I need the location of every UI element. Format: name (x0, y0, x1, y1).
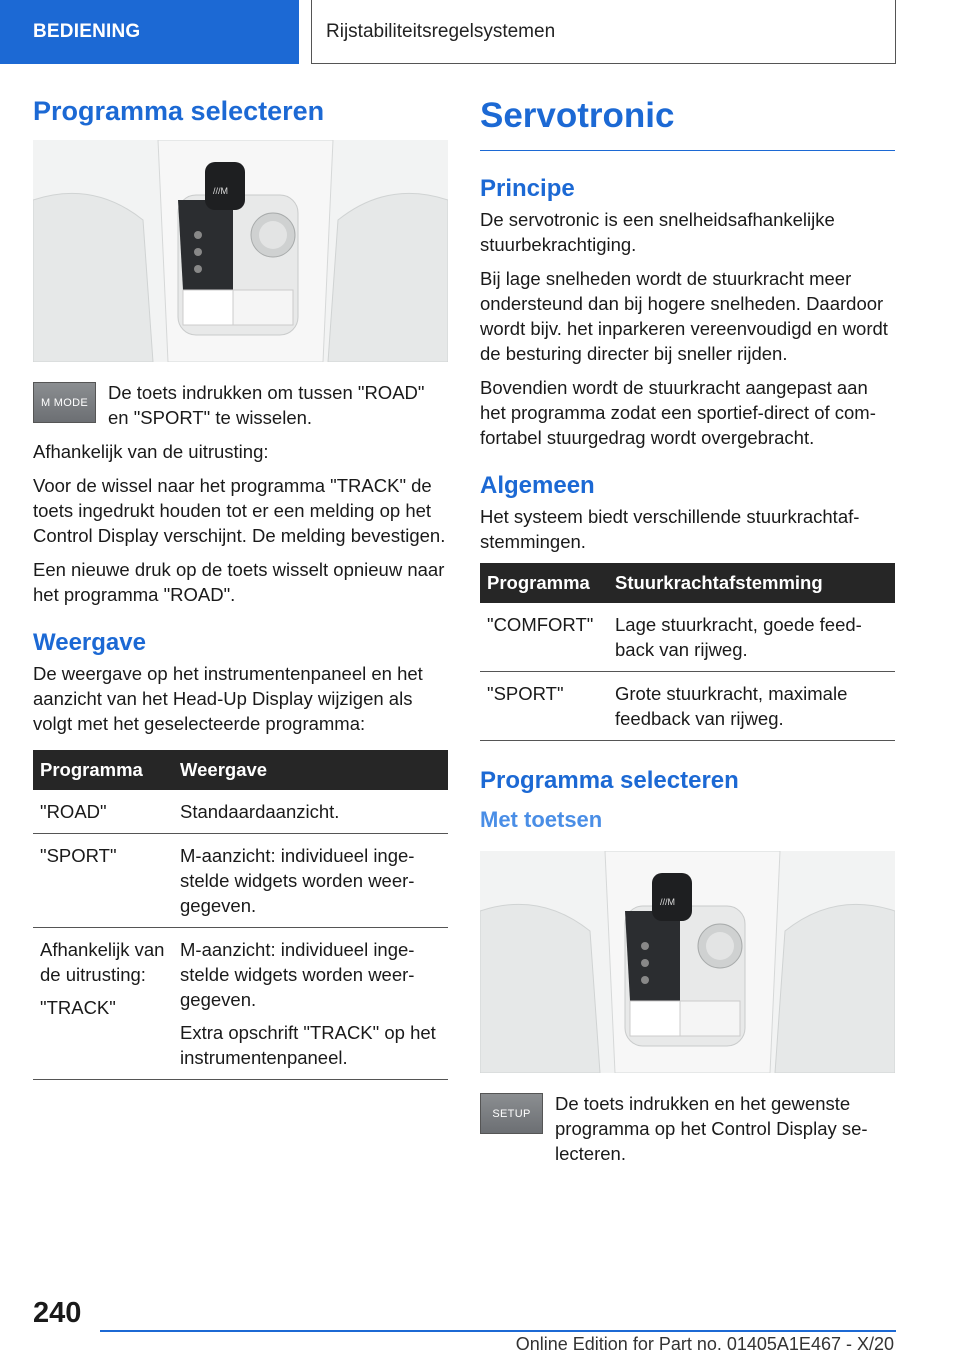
page-number: 240 (33, 1297, 82, 1329)
table-cell: "COMFORT" (480, 603, 608, 672)
section-heading: Programma selecteren (33, 96, 325, 126)
toetsen-heading: Met toetsen (480, 807, 603, 832)
right-column (480, 96, 895, 1175)
steering-table (480, 563, 895, 741)
weergave-text: De weergave op het instrumentenpaneel en het aanzicht van het Head-Up Display wijzigen als volgt met het geselecteerde programma: (33, 663, 423, 734)
left-column (33, 96, 448, 1080)
table-row (33, 928, 448, 1080)
select-heading: Programma selecteren (480, 767, 739, 794)
edition-text: Online Edition for Part no. 01405A1E467 - X/20 (515, 1334, 894, 1354)
mode-button-description: De toets indrukken om tussen "ROAD" en "SPORT" te wisselen. (108, 382, 425, 428)
console-image (480, 851, 895, 1073)
table-cell: "ROAD" (33, 790, 173, 834)
svg-text:///M: ///M (660, 897, 675, 907)
weergave-table (33, 750, 448, 1080)
console-illustration (33, 140, 448, 362)
table-cell: "SPORT" (480, 672, 608, 741)
weergave-heading: Weergave (33, 629, 146, 656)
footer-divider (100, 1330, 896, 1332)
paragraph: Bovendien wordt de stuurkracht aangepast aan het programma zodat een sportief-direct of comfortabel stuurgedrag wordt overgebracht. (480, 377, 876, 448)
paragraph: De servotronic is een snelheidsafhankelijke stuurbekrachtiging. (480, 209, 835, 255)
algemeen-heading: Algemeen (480, 472, 595, 499)
table-row (33, 834, 448, 928)
section-tab: BEDIENING (0, 0, 299, 64)
paragraph: Bij lage snelheden wordt de stuurkracht meer ondersteund dan bij hogere snelheden. Daardoor wordt bijv. het inparkeren vereenvoudigd en wordt de besturing directer bij sneller rijden. (480, 268, 888, 364)
svg-text:///M: ///M (213, 186, 228, 196)
console-illustration (480, 851, 895, 1073)
principe-heading: Principe (480, 175, 575, 202)
paragraph: Een nieuwe druk op de toets wisselt opnieuw naar het programma "ROAD". (33, 559, 445, 605)
table-cell: M-aanzicht: individueel ingestelde widgets worden weergegeven. (173, 834, 448, 928)
table-header: Stuurkrachtafstemming (608, 563, 895, 603)
paragraph: Voor de wissel naar het programma "TRACK" de toets ingedrukt houden tot er een melding op het Control Display verschijnt. De melding bevestigen. (33, 475, 446, 546)
console-image (33, 140, 448, 362)
table-cell: Standaardaanzicht. (173, 790, 448, 834)
mode-button-row (33, 380, 448, 430)
table-header: Weergave (173, 750, 448, 790)
table-row (33, 790, 448, 834)
table-row (480, 672, 895, 741)
paragraph: Afhankelijk van de uitrusting: (33, 441, 269, 462)
table-header: Programma (480, 563, 608, 603)
table-cell: M-aanzicht: individueel ingestelde widgets worden weergegeven. Extra opschrift "TRACK" op het instrumentenpaneel. (173, 928, 448, 1080)
table-header: Programma (33, 750, 173, 790)
table-row (480, 603, 895, 672)
setup-button-row (480, 1091, 895, 1166)
servotronic-title: Servotronic (480, 96, 895, 151)
setup-button-icon: SETUP (480, 1093, 543, 1134)
chapter-title: Rijstabiliteitsregelsystemen (311, 0, 896, 64)
table-cell: "SPORT" (33, 834, 173, 928)
table-cell: Lage stuurkracht, goede feedback van rijweg. (608, 603, 895, 672)
table-cell: Afhankelijk van de uitrusting: "TRACK" (33, 928, 173, 1080)
algemeen-text: Het systeem biedt verschillende stuurkrachtafstemmingen. (480, 506, 860, 552)
m-mode-button-icon: M MODE (33, 382, 96, 423)
table-cell: Grote stuurkracht, maximale feedback van rijweg. (608, 672, 895, 741)
setup-button-description: De toets indrukken en het gewenste programma op het Control Display selecteren. (555, 1093, 868, 1164)
